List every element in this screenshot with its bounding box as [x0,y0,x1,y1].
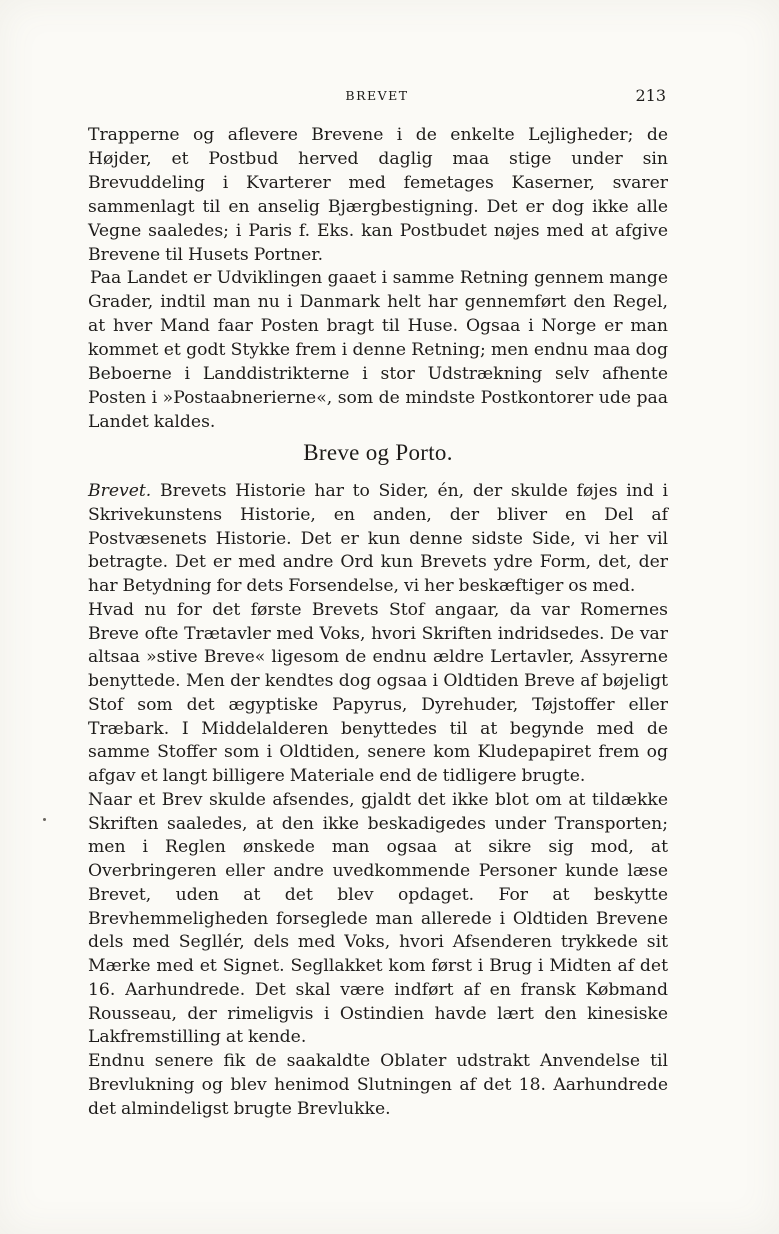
running-head-title: BREVET [345,88,409,103]
page-number: 213 [635,86,666,105]
paragraph-lead: Brevet. [88,481,152,501]
paragraph: Naar et Brev skulde afsendes, gjaldt det ikke blot om at tildække Skriften saaledes, at den ikke beskadigedes under Transporten; men i Reglen ønskede man ogsaa at sikre sig mod, at Overbringeren eller andre uvedkommende Personer kunde læse Brevet, uden at det blev opdaget. For at beskytte Brevhemmeligheden forseglede man allerede i Oldtiden Brevene dels med Segllér, dels med Voks, hvori Afsenderen trykkede sit Mærke med et Signet. Segllakket kom først i Brug i Midten af det 16. Aarhundrede. Det skal være indført af en fransk Købmand Rousseau, der rimeligvis i Ostindien havde lært den kinesiske Lakfremstilling at kende. [88,789,668,1048]
paragraph-text: Paa Landet er Udviklingen gaaet i samme Retning gennem mange Grader, indtil man nu i Danmark helt har gennemført den Regel, at hver Mand faar Posten bragt til Huse. Ogsaa i Norge er man kommet et godt Stykke frem i denne Retning; men endnu maa dog Beboerne i Landdistrikterne i stor Udstrækning selv afhente Posten i »Postaabnerierne«, som de mindste Postkontorer ude paa Landet kaldes. [88,268,668,432]
margin-mark [43,818,46,821]
paragraph [88,267,668,434]
section-heading: Breve og Porto. [303,440,453,465]
paragraph: Trapperne og aflevere Brevene i de enkelte Lejligheder; de Højder, et Postbud herved daglig maa stige under sin Brevuddeling i Kvarterer med femetages Kaserner, svarer sammenlagt til en anselig Bjærgbestigning. Det er dog ikke alle Vegne saaledes; i Paris f. Eks. kan Postbudet nøjes med at afgive Brevene til Husets Portner. [88,125,668,265]
paragraph: Hvad nu for det første Brevets Stof angaar, da var Romernes Breve ofte Trætavler med Voks, hvori Skriften indridsedes. De var altsaa »stive Breve« ligesom de endnu ældre Lertavler, Assyrerne benyttede. Men der kendtes dog ogsaa i Oldtiden Breve af bøjeligt Stof som det ægyptiske Papyrus, Dyrehuder, Tøjstoffer eller Træbark. I Middelalderen benyttedes til at begynde med de samme Stoffer som i Oldtiden, senere kom Kludepapiret frem og afgav et langt billigere Materiale end de tidligere brugte. [88,599,668,786]
paragraph-text: Brevets Historie har to Sider, én, der skulde føjes ind i Skrivekunstens Historie, en anden, der bliver en Del af Postvæsenets Historie. Det er kun denne sidste Side, vi her vil betragte. Det er med andre Ord kun Brevets ydre Form, det, der har Betydning for dets Forsendelse, vi her beskæftiger os med. [88,481,668,596]
section-text-block [88,480,668,1121]
running-head [88,88,666,110]
paragraph: Endnu senere fik de saakaldte Oblater udstrakt Anvendelse til Brevlukning og blev henimod Slutningen af det 18. Aarhundrede det almindeligst brugte Brevlukke. [88,1051,668,1119]
top-text-block [88,124,668,435]
paragraph [88,480,668,599]
